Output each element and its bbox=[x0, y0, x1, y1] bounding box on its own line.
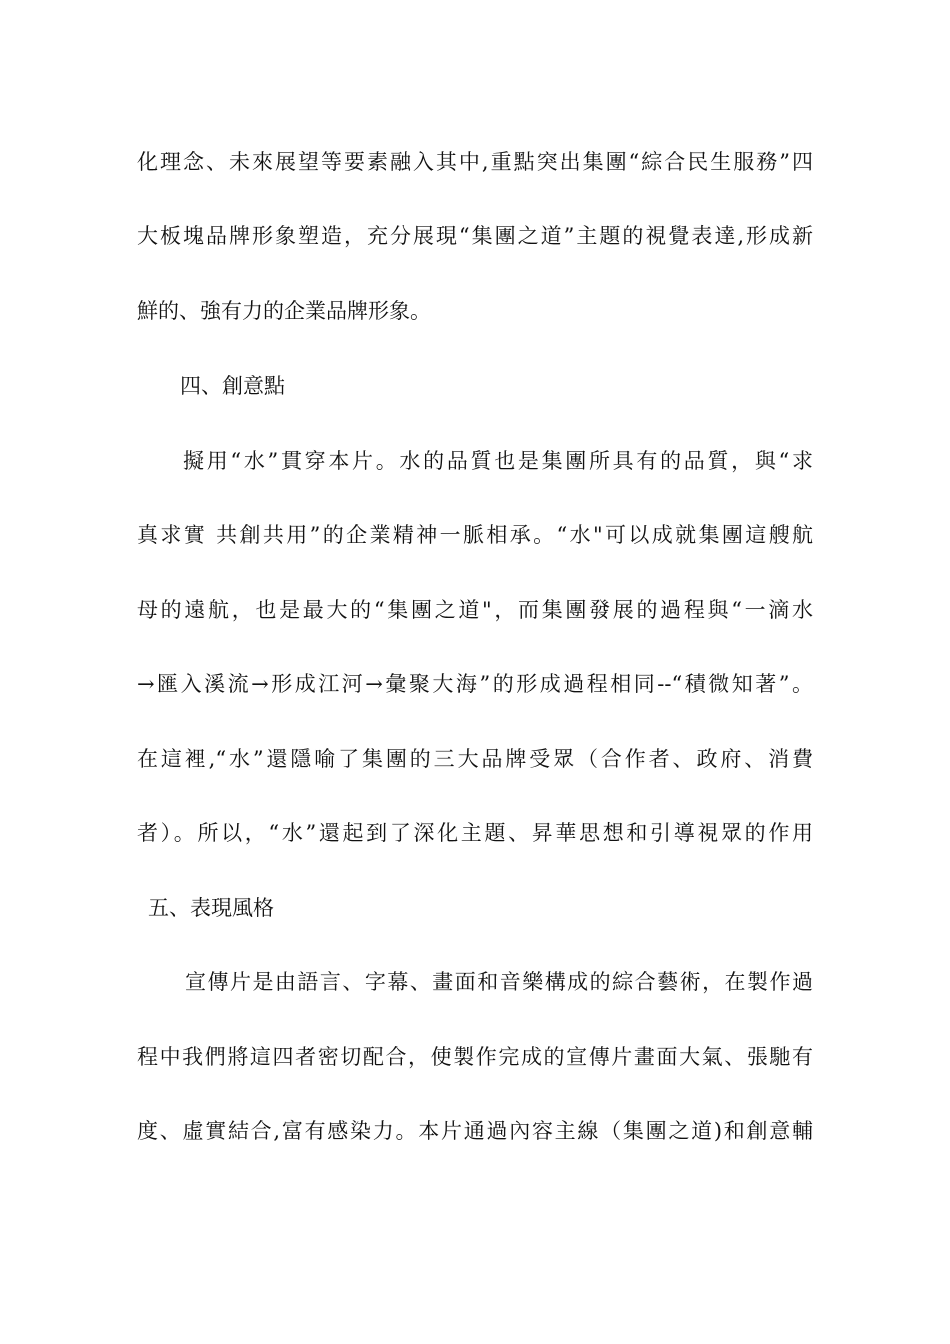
paragraph-line: 程中我們將這四者密切配合，使製作完成的宣傳片畫面大氣、張馳有 bbox=[137, 1045, 813, 1069]
paragraph-line: 者）。所以，“水”還起到了深化主題、昇華思想和引導視眾的作用 bbox=[137, 821, 813, 845]
paragraph-line: 度、虛實結合,富有感染力。本片通過內容主線（集團之道)和創意輔 bbox=[137, 1119, 813, 1143]
paragraph-line: 母的遠航，也是最大的“集團之道"，而集團發展的過程與“一滴水 bbox=[137, 598, 813, 622]
paragraph-line: 化理念、未來展望等要素融入其中,重點突出集團“綜合民生服務”四 bbox=[137, 150, 813, 174]
section-heading-creative-points: 四、創意點 bbox=[180, 374, 285, 398]
paragraph-line: 真求實 共創共用”的企業精神一脈相承。“水"可以成就集團這艘航 bbox=[137, 523, 813, 547]
paragraph-line: →匯入溪流→形成江河→彙聚大海”的形成過程相同--“積微知著”。 bbox=[137, 672, 813, 696]
paragraph-line: 擬用“水”貫穿本片。水的品質也是集團所具有的品質，與“求 bbox=[183, 449, 813, 473]
paragraph-line: 在這裡,“水”還隱喻了集團的三大品牌受眾（合作者、政府、消費 bbox=[137, 747, 813, 771]
paragraph-line: 鮮的、強有力的企業品牌形象。 bbox=[137, 299, 431, 323]
section-heading-presentation-style: 五、表現風格 bbox=[148, 896, 274, 920]
paragraph-line: 大板塊品牌形象塑造，充分展現“集團之道”主題的視覺表達,形成新 bbox=[137, 224, 813, 248]
paragraph-line: 宣傳片是由語言、字幕、畫面和音樂構成的綜合藝術，在製作過 bbox=[185, 970, 813, 994]
